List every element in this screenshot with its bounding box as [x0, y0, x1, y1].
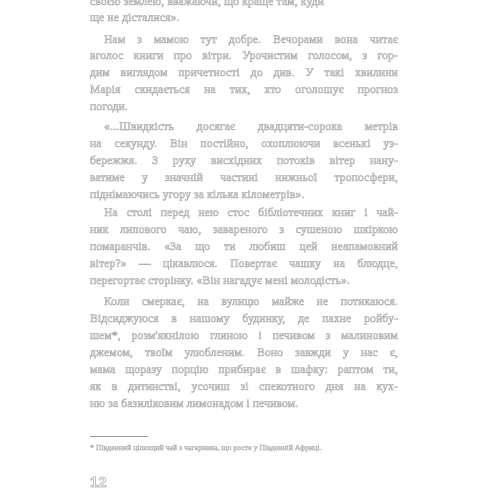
text-line: піднімаючись угору за кілька кілометрів».: [90, 188, 305, 201]
text-line: ник липового чаю, завареного з сушеною шкіркою: [90, 223, 398, 236]
footnote-divider: [90, 436, 148, 437]
text-line: перегортає сторінку. «Він нагадує мені молодість».: [90, 274, 350, 287]
text-line: помаранчів. «За що ти любиш цей неапамовний: [90, 240, 398, 253]
text-line: як в дитинстві, усочиш зі спекотного дня на кух-: [90, 380, 398, 393]
text-line: своєю землею, вважаючи, що краще там, куди: [90, 0, 325, 8]
text-line: «...Швидкість досягає двадцяти-сорока метрів: [104, 120, 398, 133]
text-line: ватиме у значній частині нижньої тропосфери,: [90, 171, 398, 184]
text-line: мама щоразу порцію прибирає в шафку: раптом ти,: [90, 363, 398, 376]
text-line: Коли смеркає, на вулицю майже не потикаюся.: [104, 295, 398, 308]
text-line: ню за базиліковим лимонадом і печивом.: [90, 397, 299, 410]
page-number: 12: [90, 474, 107, 491]
text-line: Відсиджуюся в нашому будинку, де пахне ройбу-: [90, 312, 398, 325]
text-line: бережжя. З руху висхідних потоків вітер нану-: [90, 154, 398, 167]
text-line: дим виглядом причетності до див. У такі хвилини: [90, 66, 398, 79]
text-line: На столі перед нею стос бібліотечних книг і чай-: [104, 206, 398, 219]
footnote: * Південний цілющий чай з чагарника, що росте у Південній Африці.: [90, 443, 322, 452]
text-line: вголос книги про вітри. Урочистим голосом, з гор-: [90, 49, 398, 62]
text-line: на секунду. Він постійно, охоплюючи всенькі уз-: [90, 137, 398, 150]
text-line: шем*, розм'якнілою глиною і печивом з малиновим: [90, 329, 398, 342]
text-line: ще не дісталися».: [90, 11, 180, 24]
text-line: вітер?» — цікавлюся. Повертає чашку на блюдце,: [90, 257, 398, 270]
text-line: джемом, твоїм улюбленим. Воно завжди у нас є,: [90, 346, 398, 359]
text-line: Марія скидається на тих, хто оголошує прогноз: [90, 83, 398, 96]
text-line: Нам з мамою тут добре. Вечорами вона читає: [104, 33, 398, 46]
text-line: погоди.: [90, 100, 128, 113]
